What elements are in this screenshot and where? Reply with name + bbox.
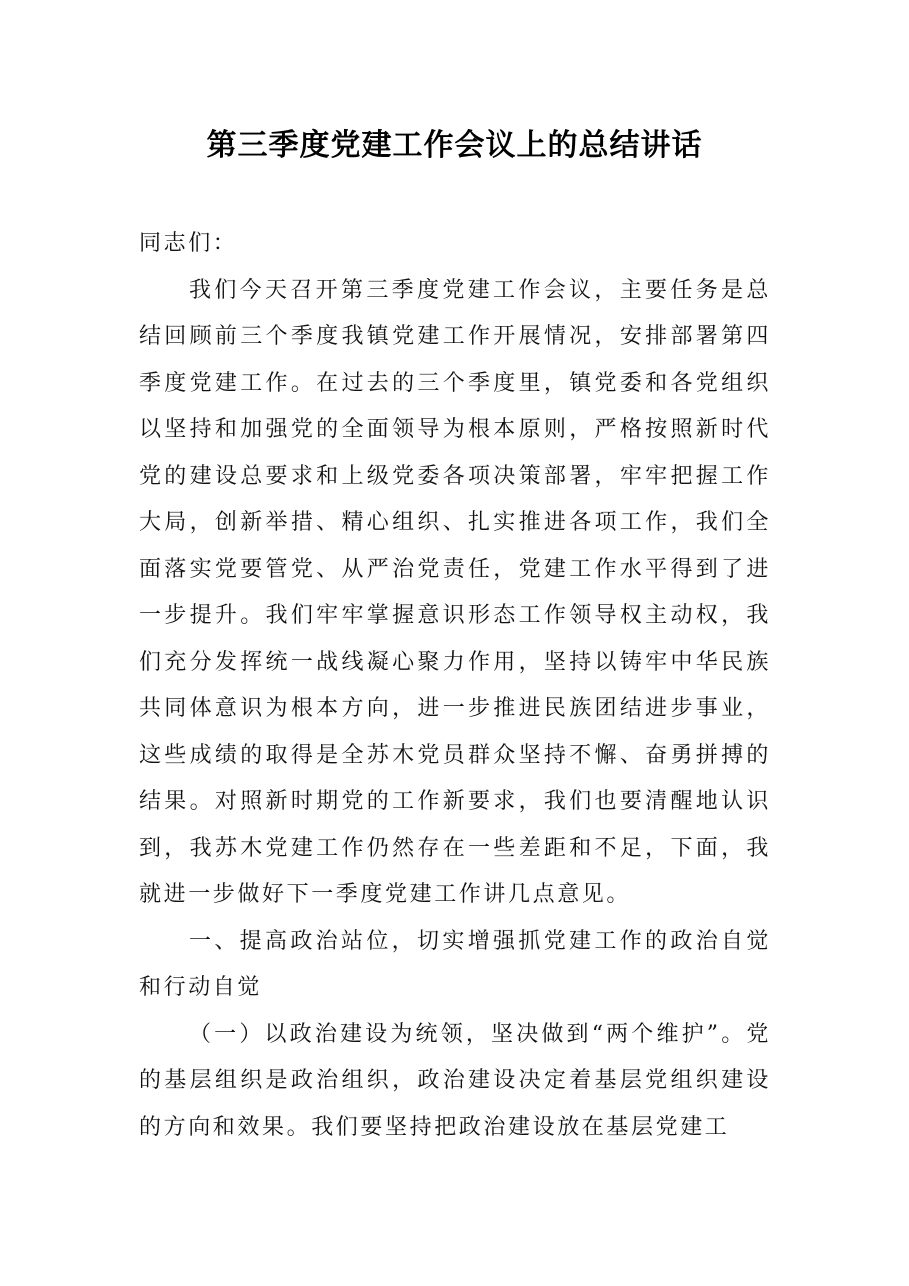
section-heading-1: 一、提高政治站位，切实增强抓党建工作的政治自觉和行动自觉: [139, 928, 771, 1000]
paragraph-intro: 我们今天召开第三季度党建工作会议，主要任务是总结回顾前三个季度我镇党建工作开展情况，安排部署第四季度党建工作。在过去的三个季度里，镇党委和各党组织以坚持和加强党的全面领导为根本原则，严格按照新时代党的建设总要求和上级党委各项决策部署，牢牢把握工作大局，创新举措、精心组织、扎实推进各项工作，我们全面落实党要管党、从严治党责任，党建工作水平得到了进一步提升。我们牢牢掌握意识形态工作领导权主动权，我们充分发挥统一战线凝心聚力作用，坚持以铸牢中华民族共同体意识为根本方向，进一步推进民族团结进步事业，这些成绩的取得是全苏木党员群众坚持不懈、奋勇拼搏的结果。对照新时期党的工作新要求，我们也要清醒地认识到，我苏木党建工作仍然存在一些差距和不足，下面，我就进一步做好下一季度党建工作讲几点意见。: [139, 277, 771, 907]
subsection-paragraph-1: （一）以政治建设为统领，坚决做到“两个维护”。党的基层组织是政治组织，政治建设决定着基层党组织建设的方向和效果。我们要坚持把政治建设放在基层党建工: [139, 1021, 771, 1140]
salutation: 同志们：: [139, 231, 238, 256]
document-body: [139, 221, 771, 1151]
document-title: 第三季度党建工作会议上的总结讲话: [206, 128, 703, 163]
